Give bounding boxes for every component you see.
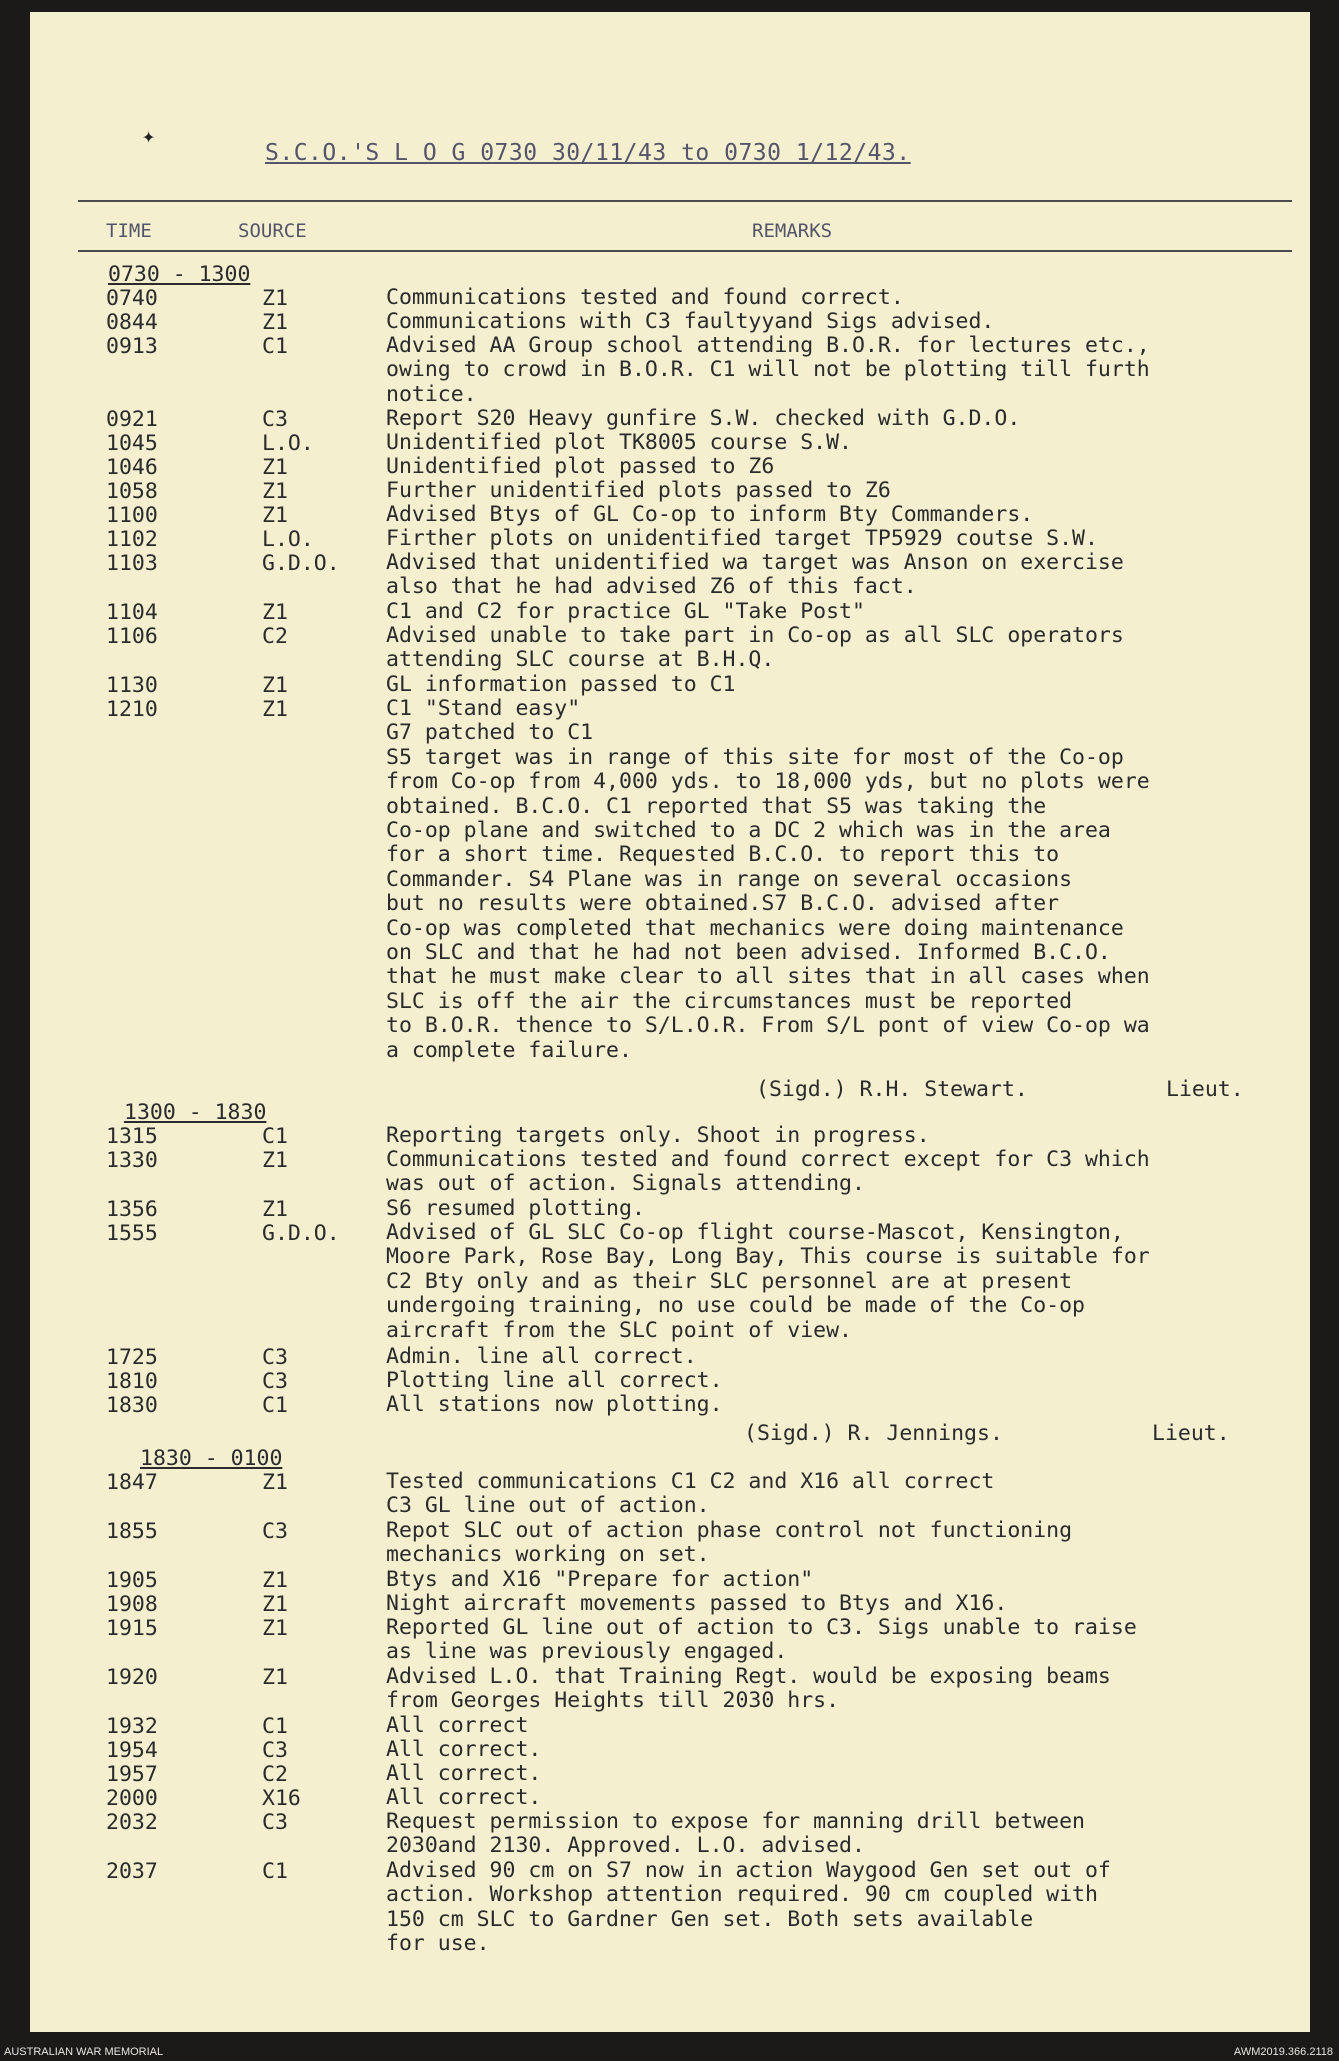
log-source: Z1: [262, 697, 288, 722]
log-time: 1810: [106, 1369, 158, 1394]
log-source: G.D.O.: [262, 1221, 340, 1246]
log-source: Z1: [262, 310, 288, 335]
log-remarks: Admin. line all correct.: [386, 1344, 697, 1369]
log-remarks: Unidentified plot passed to Z6: [386, 454, 775, 479]
signature-rank: Lieut.: [1166, 1077, 1244, 1102]
log-time: 1905: [106, 1568, 158, 1593]
log-source: C3: [262, 1369, 288, 1394]
log-remarks: Reported GL line out of action to C3. Sigs unable to raise as line was previously engaged.: [386, 1615, 1137, 1665]
log-time: 1356: [106, 1197, 158, 1222]
handwritten-mark: ✦: [142, 124, 156, 149]
log-remarks: C1 and C2 for practice GL "Take Post": [386, 599, 865, 624]
log-source: L.O.: [262, 527, 314, 552]
log-remarks: Night aircraft movements passed to Btys and X16.: [386, 1591, 1008, 1616]
log-remarks: Communications tested and found correct except for C3 which was out of action. Signals attending.: [386, 1147, 1150, 1197]
page-title: S.C.O.'S L O G 0730 30/11/43 to 0730 1/12/43.: [265, 140, 911, 166]
log-time: 1058: [106, 479, 158, 504]
header-rule-top: [78, 200, 1292, 202]
footer-accession-number: AWM2019.366.2118: [1233, 2046, 1333, 2058]
log-time: 1104: [106, 600, 158, 625]
log-remarks: Report S20 Heavy gunfire S.W. checked with G.D.O.: [386, 406, 1021, 431]
log-source: C1: [262, 1124, 288, 1149]
log-source: G.D.O.: [262, 551, 340, 576]
log-remarks: Unidentified plot TK8005 course S.W.: [386, 430, 852, 455]
log-remarks: All correct.: [386, 1737, 542, 1762]
log-source: X16: [262, 1786, 301, 1811]
section-label: 1830 - 0100: [140, 1446, 283, 1471]
log-source: Z1: [262, 1665, 288, 1690]
log-remarks: Advised of GL SLC Co-op flight course-Mascot, Kensington, Moore Park, Rose Bay, Long Bay, This course is suitable for C2 Bty only and as their SLC personnel are at present undergoing training, no use could be made of the Co-op aircraft from the SLC point of view.: [386, 1220, 1150, 1343]
log-time: 1103: [106, 551, 158, 576]
column-header-remarks: REMARKS: [752, 220, 833, 242]
log-time: 1210: [106, 697, 158, 722]
log-time: 2032: [106, 1810, 158, 1835]
log-remarks: Request permission to expose for manning drill between 2030and 2130. Approved. L.O. advised.: [386, 1809, 1085, 1859]
log-source: C2: [262, 1762, 288, 1787]
log-source: Z1: [262, 600, 288, 625]
log-time: 1957: [106, 1762, 158, 1787]
log-remarks: Reporting targets only. Shoot in progress.: [386, 1123, 930, 1148]
log-remarks: Advised unable to take part in Co-op as all SLC operators attending SLC course at B.H.Q.: [386, 623, 1124, 673]
log-source: Z1: [262, 1148, 288, 1173]
log-time: 1908: [106, 1592, 158, 1617]
log-remarks: Plotting line all correct.: [386, 1368, 723, 1393]
log-source: C3: [262, 1519, 288, 1544]
log-sheet: [30, 12, 1310, 2032]
log-source: C3: [262, 1810, 288, 1835]
log-time: 1330: [106, 1148, 158, 1173]
log-source: C1: [262, 1393, 288, 1418]
log-source: Z1: [262, 479, 288, 504]
header-rule-bottom: [78, 250, 1292, 252]
signature-name: (Sigd.) R. Jennings.: [744, 1421, 1003, 1446]
log-remarks: All correct.: [386, 1761, 542, 1786]
log-time: 1847: [106, 1470, 158, 1495]
log-time: 1954: [106, 1738, 158, 1763]
section-label: 0730 - 1300: [108, 262, 251, 287]
log-source: C1: [262, 1859, 288, 1884]
log-time: 0844: [106, 310, 158, 335]
log-time: 1932: [106, 1714, 158, 1739]
log-source: Z1: [262, 673, 288, 698]
column-header-source: SOURCE: [238, 220, 307, 242]
log-remarks: All correct: [386, 1713, 529, 1738]
log-remarks: Repot SLC out of action phase control not functioning mechanics working on set.: [386, 1518, 1073, 1568]
log-time: 1100: [106, 503, 158, 528]
log-remarks: C1 "Stand easy" G7 patched to C1 S5 target was in range of this site for most of the Co-op from Co-op from 4,000 yds. to 18,000 yds, but no plots were obtained. B.C.O. C1 reported that S5 was taking the Co-op plane and switched to a DC 2 which was in the area for a short time. Requested B.C.O. to report this to Commander. S4 Plane was in range on several occasions but no results were obtained.S7 B.C.O. advised after Co-op was completed that mechanics were doing maintenance on SLC and that he had not been advised. Informed B.C.O. that he must make clear to all sites that in all cases when SLC is off the air the circumstances must be reported to B.O.R. thence to S/L.O.R. From S/L pont of view Co-op wa a complete failure.: [386, 696, 1150, 1063]
log-remarks: Tested communications C1 C2 and X16 all correct C3 GL line out of action.: [386, 1469, 995, 1519]
log-remarks: All stations now plotting.: [386, 1392, 723, 1417]
log-source: C3: [262, 1738, 288, 1763]
log-time: 1920: [106, 1665, 158, 1690]
log-source: Z1: [262, 455, 288, 480]
log-remarks: S6 resumed plotting.: [386, 1196, 645, 1221]
log-source: Z1: [262, 1616, 288, 1641]
log-source: Z1: [262, 286, 288, 311]
log-source: C3: [262, 1345, 288, 1370]
log-time: 1725: [106, 1345, 158, 1370]
log-remarks: Communications with C3 faultyyand Sigs advised.: [386, 309, 995, 334]
log-time: 1315: [106, 1124, 158, 1149]
signature-rank: Lieut.: [1152, 1421, 1230, 1446]
log-source: L.O.: [262, 431, 314, 456]
log-remarks: All correct.: [386, 1785, 542, 1810]
column-header-time: TIME: [106, 220, 152, 242]
log-time: 0740: [106, 286, 158, 311]
log-time: 1130: [106, 673, 158, 698]
log-source: C3: [262, 407, 288, 432]
log-time: 2037: [106, 1859, 158, 1884]
log-source: Z1: [262, 503, 288, 528]
signature-name: (Sigd.) R.H. Stewart.: [756, 1077, 1028, 1102]
log-remarks: Btys and X16 "Prepare for action": [386, 1567, 814, 1592]
log-remarks: Advised L.O. that Training Regt. would be exposing beams from Georges Heights till 2030 hrs.: [386, 1664, 1111, 1714]
log-time: 1102: [106, 527, 158, 552]
log-time: 0921: [106, 407, 158, 432]
log-time: 1830: [106, 1393, 158, 1418]
log-time: 1555: [106, 1221, 158, 1246]
log-remarks: Advised AA Group school attending B.O.R. for lectures etc., owing to crowd in B.O.R. C1 will not be plotting till furth notice.: [386, 333, 1150, 407]
log-source: Z1: [262, 1592, 288, 1617]
log-source: C1: [262, 1714, 288, 1739]
log-source: C2: [262, 624, 288, 649]
footer-archive-name: AUSTRALIAN WAR MEMORIAL: [4, 2046, 164, 2058]
log-source: Z1: [262, 1470, 288, 1495]
log-remarks: Advised 90 cm on S7 now in action Waygood Gen set out of action. Workshop attention required. 90 cm coupled with 150 cm SLC to Gardner Gen set. Both sets available for use.: [386, 1858, 1111, 1957]
log-remarks: Communications tested and found correct.: [386, 285, 904, 310]
log-time: 1106: [106, 624, 158, 649]
log-remarks: Further unidentified plots passed to Z6: [386, 478, 891, 503]
log-source: C1: [262, 334, 288, 359]
log-time: 0913: [106, 334, 158, 359]
log-time: 2000: [106, 1786, 158, 1811]
log-source: Z1: [262, 1197, 288, 1222]
log-remarks: Advised that unidentified wa target was Anson on exercise also that he had advised Z6 of this fact.: [386, 550, 1124, 600]
log-time: 1915: [106, 1616, 158, 1641]
log-remarks: Firther plots on unidentified target TP5929 coutse S.W.: [386, 526, 1098, 551]
log-remarks: Advised Btys of GL Co-op to inform Bty Commanders.: [386, 502, 1034, 527]
log-time: 1855: [106, 1519, 158, 1544]
log-source: Z1: [262, 1568, 288, 1593]
section-label: 1300 - 1830: [124, 1100, 267, 1125]
log-remarks: GL information passed to C1: [386, 672, 736, 697]
log-time: 1045: [106, 431, 158, 456]
log-time: 1046: [106, 455, 158, 480]
